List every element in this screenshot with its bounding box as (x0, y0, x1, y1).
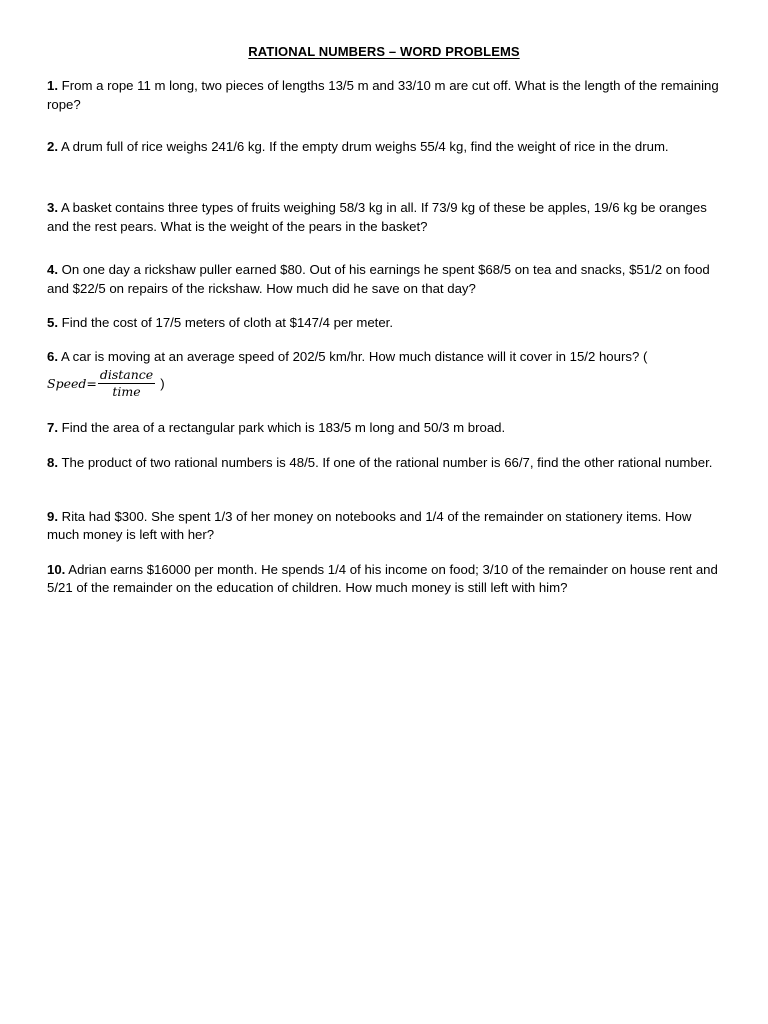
problem-8 (47, 454, 727, 472)
formula-denominator: time (112, 384, 141, 399)
problem-text: Adrian earns $16000 per month. He spends 1/4 of his income on food; 3/10 of the remainder on house rent and 5/21 of the remainder on the education of children. How much money is still left with him? (47, 562, 718, 595)
formula-numerator: distance (99, 367, 154, 382)
problem-number: 5. (47, 315, 58, 330)
problem-text: The product of two rational numbers is 48/5. If one of the rational number is 66/7, find the other rational number. (61, 455, 713, 470)
page-title: RATIONAL NUMBERS – WORD PROBLEMS (248, 44, 520, 59)
problem-number: 4. (47, 262, 58, 277)
problem-6 (47, 347, 727, 399)
formula-close-paren: ) (160, 376, 165, 391)
problem-2 (47, 137, 727, 156)
problem-number: 3. (47, 200, 58, 215)
formula-lhs: Speed= (47, 376, 97, 391)
problem-4 (47, 260, 727, 298)
problem-number: 8. (47, 455, 58, 470)
problem-text: A car is moving at an average speed of 202/5 km/hr. How much distance will it cover in 15/2 hours? ( (60, 349, 648, 364)
problem-text: A basket contains three types of fruits weighing 58/3 kg in all. If 73/9 kg of these be apples, 19/6 kg be oranges and the rest pears. What is the weight of the pears in the basket? (47, 200, 707, 234)
problem-number: 10. (47, 562, 66, 577)
problem-number: 9. (47, 509, 58, 524)
problem-number: 6. (47, 349, 58, 364)
problem-text: On one day a rickshaw puller earned $80. Out of his earnings he spent $68/5 on tea and snacks, $51/2 on food and $22/5 on repairs of the rickshaw. How much did he save on that day? (47, 262, 710, 296)
problem-5 (47, 313, 727, 332)
formula-fraction (98, 368, 155, 399)
speed-formula (47, 368, 165, 399)
problem-text: Rita had $300. She spent 1/3 of her money on notebooks and 1/4 of the remainder on stationery items. How much money is left with her? (47, 509, 692, 542)
problem-text: A drum full of rice weighs 241/6 kg. If the empty drum weighs 55/4 kg, find the weight of rice in the drum. (60, 139, 669, 154)
problem-9 (47, 508, 727, 544)
problem-10 (47, 561, 727, 597)
problem-text: From a rope 11 m long, two pieces of lengths 13/5 m and 33/10 m are cut off. What is the length of the remaining rope? (47, 78, 719, 112)
problem-number: 7. (47, 420, 58, 435)
problem-number: 2. (47, 139, 58, 154)
problem-1 (47, 76, 727, 114)
speed-formula-line (47, 366, 727, 399)
problem-text: Find the area of a rectangular park which is 183/5 m long and 50/3 m broad. (61, 420, 506, 435)
problem-number: 1. (47, 78, 58, 93)
problem-7 (47, 418, 727, 437)
problem-3 (47, 198, 727, 236)
problem-text: Find the cost of 17/5 meters of cloth at $147/4 per meter. (61, 315, 394, 330)
